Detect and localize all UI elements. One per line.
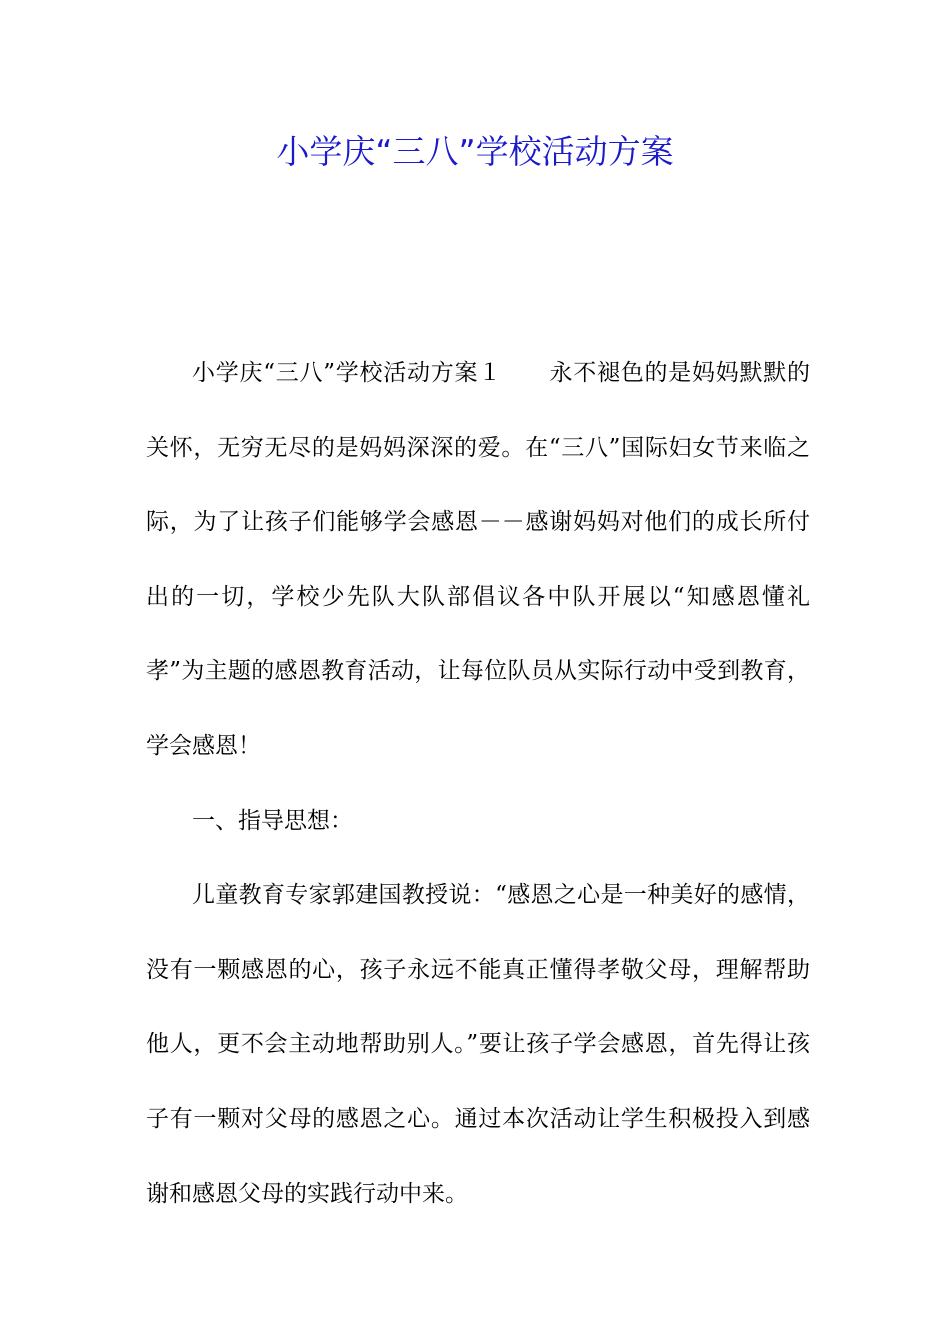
- paragraph-intro: 小学庆“三八”学校活动方案１ 永不褪色的是妈妈默默的关怀，无穷无尽的是妈妈深深的爱。在“三八”国际妇女节来临之际，为了让孩子们能够学会感恩－－感谢妈妈对他们的成长所付出的一切，学校少先队大队部倡议各中队开展以“知感恩懂礼孝”为主题的感恩教育活动，让每位队员从实际行动中受到教育，学会感恩！: [146, 360, 810, 759]
- paragraph-guiding-idea: 儿童教育专家郭建国教授说：“感恩之心是一种美好的感情，没有一颗感恩的心，孩子永远不能真正懂得孝敬父母，理解帮助他人，更不会主动地帮助别人。”要让孩子学会感恩，首先得让孩子有一颗对父母的感恩之心。通过本次活动让学生积极投入到感谢和感恩父母的实践行动中来。: [146, 882, 810, 1207]
- paragraph-heading-guiding-idea: 一、指导思想：: [192, 807, 353, 834]
- document-title: 小学庆“三八”学校活动方案: [276, 132, 674, 171]
- document-body: [146, 336, 810, 1231]
